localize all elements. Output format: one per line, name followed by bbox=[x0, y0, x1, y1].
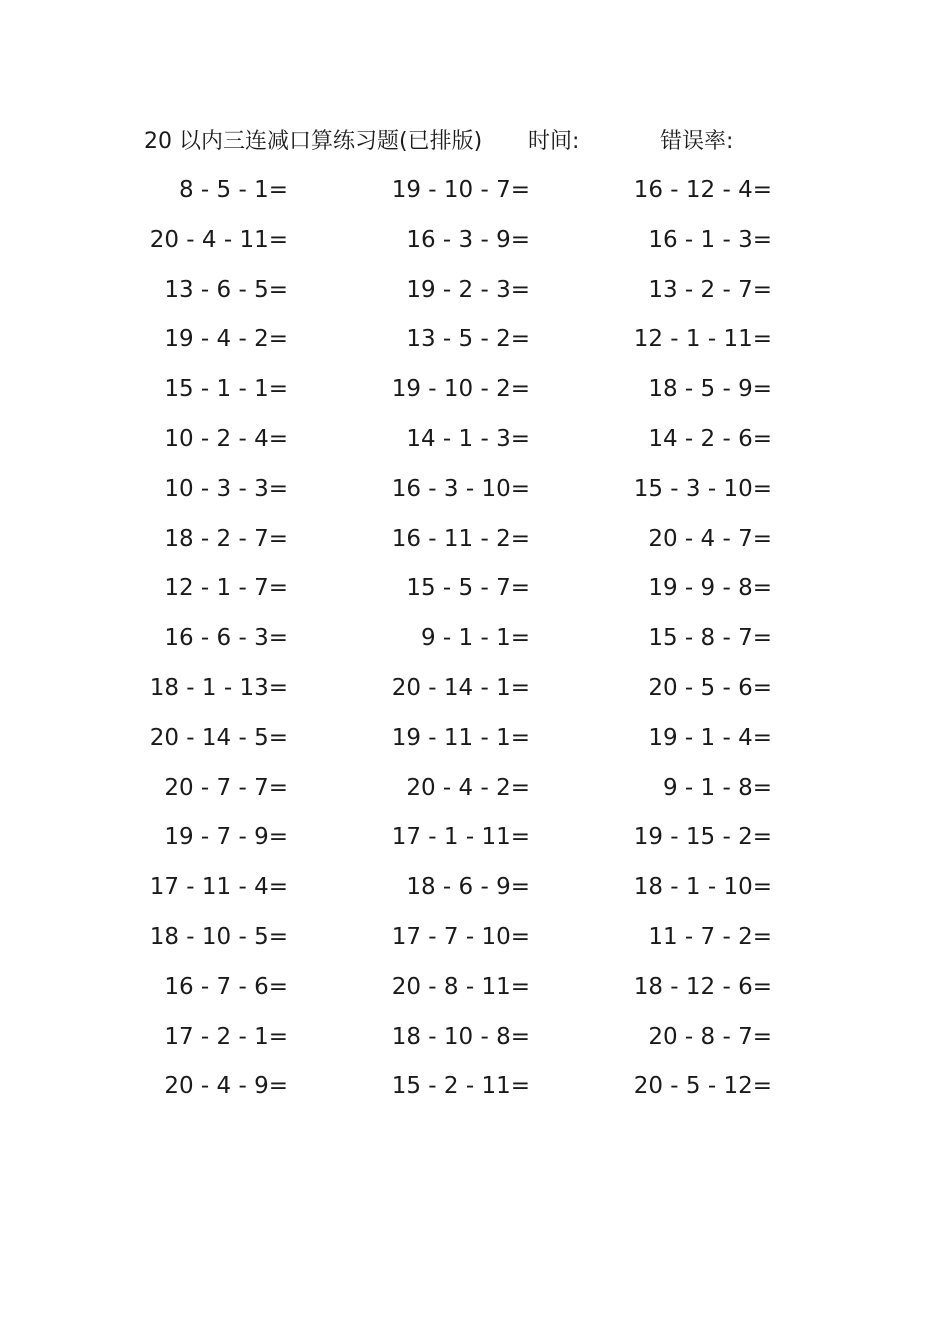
problem-item: 9 - 1 - 8= bbox=[662, 774, 772, 801]
problem-item: 18 - 1 - 10= bbox=[633, 874, 772, 901]
problem-item: 20 - 4 - 7= bbox=[648, 525, 772, 552]
problem-item: 19 - 9 - 8= bbox=[648, 575, 772, 602]
problem-item: 19 - 1 - 4= bbox=[648, 724, 772, 751]
problem-item: 19 - 2 - 3= bbox=[406, 276, 530, 303]
problem-item: 12 - 1 - 7= bbox=[164, 575, 288, 602]
error-rate-label: 错误率: bbox=[660, 129, 734, 154]
problem-item: 20 - 4 - 9= bbox=[164, 1073, 288, 1100]
problem-row bbox=[0, 1066, 950, 1116]
problem-item: 11 - 7 - 2= bbox=[648, 923, 772, 950]
problem-item: 20 - 4 - 2= bbox=[406, 774, 530, 801]
problem-item: 19 - 4 - 2= bbox=[164, 326, 288, 353]
problem-grid bbox=[0, 170, 950, 1116]
problem-item: 20 - 8 - 7= bbox=[648, 1023, 772, 1050]
problem-row bbox=[0, 618, 950, 668]
problem-row bbox=[0, 867, 950, 917]
problem-row bbox=[0, 369, 950, 419]
problem-item: 18 - 2 - 7= bbox=[164, 525, 288, 552]
problem-row bbox=[0, 519, 950, 569]
problem-item: 18 - 10 - 5= bbox=[149, 923, 288, 950]
problem-item: 20 - 5 - 6= bbox=[648, 674, 772, 701]
worksheet-title: 20 以内三连减口算练习题(已排版) bbox=[144, 129, 483, 154]
problem-item: 10 - 3 - 3= bbox=[164, 475, 288, 502]
problem-item: 14 - 2 - 6= bbox=[648, 425, 772, 452]
problem-item: 20 - 7 - 7= bbox=[164, 774, 288, 801]
problem-item: 15 - 3 - 10= bbox=[633, 475, 772, 502]
problem-item: 8 - 5 - 1= bbox=[178, 177, 288, 203]
problem-item: 18 - 12 - 6= bbox=[633, 973, 772, 1000]
problem-row bbox=[0, 568, 950, 618]
problem-item: 18 - 5 - 9= bbox=[648, 376, 772, 403]
problem-row bbox=[0, 469, 950, 519]
problem-item: 15 - 2 - 11= bbox=[391, 1073, 530, 1100]
problem-item: 18 - 10 - 8= bbox=[391, 1023, 530, 1050]
problem-row bbox=[0, 817, 950, 867]
problem-item: 20 - 14 - 1= bbox=[391, 674, 530, 701]
problem-row bbox=[0, 220, 950, 270]
problem-row bbox=[0, 718, 950, 768]
problem-item: 15 - 8 - 7= bbox=[648, 625, 772, 652]
problem-row bbox=[0, 967, 950, 1017]
problem-item: 19 - 10 - 2= bbox=[391, 376, 530, 403]
problem-row bbox=[0, 668, 950, 718]
problem-item: 12 - 1 - 11= bbox=[633, 326, 772, 353]
problem-row bbox=[0, 270, 950, 320]
problem-item: 17 - 11 - 4= bbox=[149, 874, 288, 901]
problem-row bbox=[0, 419, 950, 469]
problem-row bbox=[0, 768, 950, 818]
problem-item: 20 - 14 - 5= bbox=[149, 724, 288, 751]
problem-item: 16 - 6 - 3= bbox=[164, 625, 288, 652]
problem-item: 20 - 4 - 11= bbox=[149, 226, 288, 253]
problem-item: 17 - 1 - 11= bbox=[391, 824, 530, 851]
problem-item: 13 - 6 - 5= bbox=[164, 276, 288, 303]
problem-item: 16 - 7 - 6= bbox=[164, 973, 288, 1000]
problem-item: 20 - 8 - 11= bbox=[391, 973, 530, 1000]
problem-row bbox=[0, 319, 950, 369]
problem-item: 14 - 1 - 3= bbox=[406, 425, 530, 452]
problem-item: 16 - 3 - 10= bbox=[391, 475, 530, 502]
problem-item: 19 - 7 - 9= bbox=[164, 824, 288, 851]
problem-item: 16 - 3 - 9= bbox=[406, 226, 530, 253]
problem-row bbox=[0, 170, 950, 220]
problem-item: 18 - 1 - 13= bbox=[149, 674, 288, 701]
problem-item: 16 - 12 - 4= bbox=[633, 177, 772, 203]
problem-item: 16 - 1 - 3= bbox=[648, 226, 772, 253]
problem-item: 13 - 2 - 7= bbox=[648, 276, 772, 303]
problem-item: 20 - 5 - 12= bbox=[633, 1073, 772, 1100]
problem-item: 18 - 6 - 9= bbox=[406, 874, 530, 901]
time-label: 时间: bbox=[528, 129, 580, 154]
problem-item: 15 - 5 - 7= bbox=[406, 575, 530, 602]
problem-item: 19 - 15 - 2= bbox=[633, 824, 772, 851]
problem-row bbox=[0, 1017, 950, 1067]
problem-item: 19 - 11 - 1= bbox=[391, 724, 530, 751]
problem-item: 15 - 1 - 1= bbox=[164, 376, 288, 403]
worksheet-header bbox=[144, 124, 804, 160]
problem-item: 17 - 7 - 10= bbox=[391, 923, 530, 950]
problem-item: 9 - 1 - 1= bbox=[420, 625, 530, 652]
problem-item: 17 - 2 - 1= bbox=[164, 1023, 288, 1050]
problem-row bbox=[0, 917, 950, 967]
problem-item: 13 - 5 - 2= bbox=[406, 326, 530, 353]
problem-item: 10 - 2 - 4= bbox=[164, 425, 288, 452]
problem-item: 16 - 11 - 2= bbox=[391, 525, 530, 552]
problem-item: 19 - 10 - 7= bbox=[391, 177, 530, 203]
